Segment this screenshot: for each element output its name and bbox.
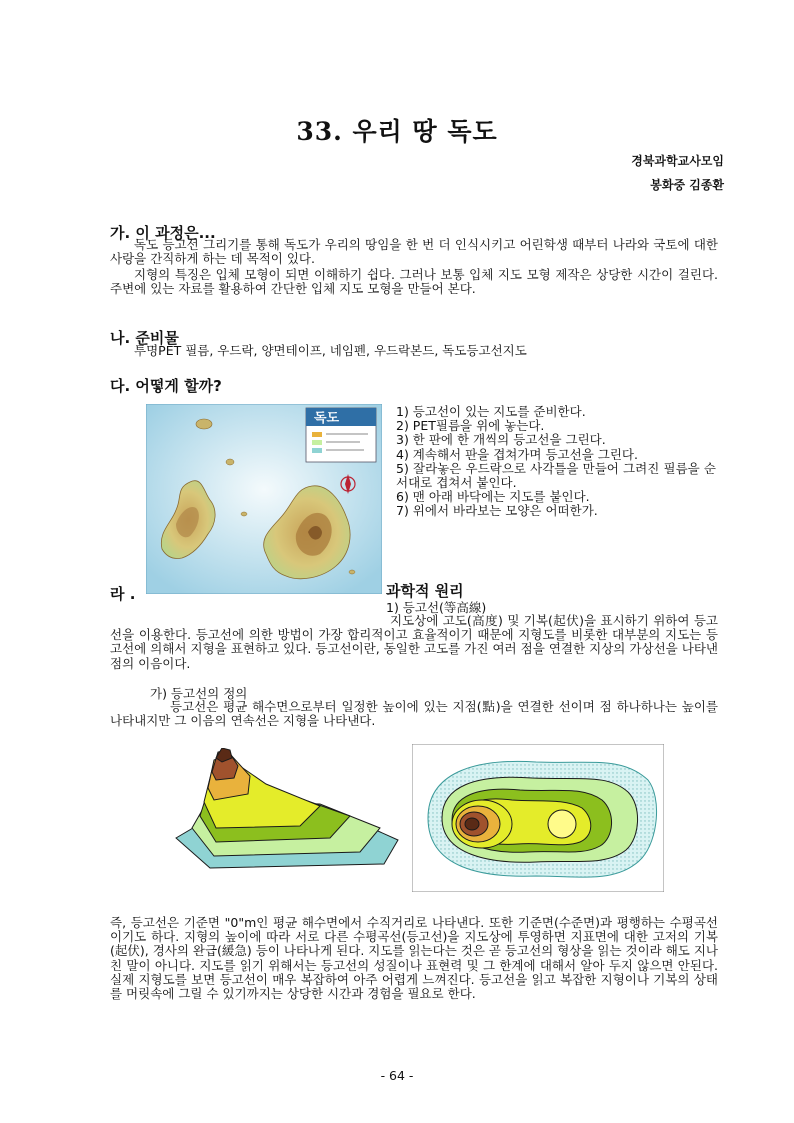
page-title: 33. 우리 땅 독도 [296,117,498,146]
step-7: 7) 위에서 바라보는 모양은 어떠한가. [396,503,598,519]
subheading-definition: 가) 등고선의 정의 [150,686,248,701]
materials-list: 투명PET 필름, 우드락, 양면테이프, 네임펜, 우드락본드, 독도등고선지도 [134,343,527,358]
author-name: 봉화중 김종환 [650,178,724,192]
page-number: - 64 - [380,1068,414,1083]
contour-paragraph: 지도상에 고도(高度) 및 기복(起伏)을 표시하기 위하여 등고선을 이용한다. 등고선에 의한 방법이 가장 합리적이고 효율적이기 때문에 지형도를 비롯한 대부분의 지도는 등고선에 의해서 지형을 표현하고 있다. 등고선이란, 동일한 고도를 가진 여러 점을 연결한 지상의 가상선을 나타낸 점의 이음이다. [110,613,718,671]
step-6: 6) 맨 아래 바닥에는 지도를 붙인다. [396,489,590,505]
step-1: 1) 등고선이 있는 지도를 준비한다. [396,404,586,419]
dokdo-map [146,404,382,594]
step-5: 5) 잘라놓은 우드락으로 사각틀을 만들어 그려진 필름을 순서대로 겹쳐서 붙인다. [396,460,716,491]
definition-paragraph: 등고선은 평균 해수면으로부터 일정한 높이에 있는 지점(點)을 연결한 선이며 점 하나하나는 높이를 나타내지만 그 이음의 연속선은 지형을 나타낸다. [110,699,718,729]
section-a-heading: 가. 이 과정은... [110,224,216,242]
section-d-heading: 과학적 원리 [386,582,464,600]
step-4: 4) 계속해서 판을 겹쳐가며 등고선을 그린다. [396,446,638,462]
subheading-contour: 1) 등고선(等高線) [386,600,487,615]
contour-map-diagram [412,744,664,892]
author-group: 경북과학교사모임 [631,154,724,168]
section-c-heading: 다. 어떻게 할까? [110,377,222,395]
hill-3d-diagram [170,748,402,870]
section-b-heading: 나. 준비물 [110,329,179,347]
map-title: 독도 [314,411,340,426]
section-d-prefix: 라 . [110,585,136,603]
section-a-paragraph-1: 독도 등고선 그리기를 통해 독도가 우리의 땅임을 한 번 더 인식시키고 어린학생 때부터 나라와 국토에 대한 사랑을 간직하게 하는 데 목적이 있다. [110,237,718,267]
step-3: 3) 한 판에 한 개씩의 등고선을 그린다. [396,432,606,448]
section-a-paragraph-2: 지형의 특징은 입체 모형이 되면 이해하기 쉽다. 그러나 보통 입체 지도 모형 제작은 상당한 시간이 걸린다. 주변에 있는 자료를 활용하여 간단한 입체 지도 모형을 만들어 본다. [110,267,718,297]
explanation-paragraph: 즉, 등고선은 기준면 "0"m인 평균 해수면에서 수직거리로 나타낸다. 또한 기준면(수준면)과 평행하는 수평곡선이기도 하다. 지형의 높이에 따라 서로 다른 수평곡선(등고선)을 지도상에 투영하면 지표면에 대한 고저의 기복(起伏), 경사의 완급(緩急) 등이 나타나게 된다. 지도를 읽는다는 것은 곧 등고선의 형상을 읽는 것이라 해도 지나친 말이 아니다. 지도를 읽기 위해서는 등고선의 성질이나 표현력 및 그 한계에 대해서 알아 두지 않으면 안된다. 실제 지형도를 보면 등고선이 매우 복잡하여 아주 어렵게 느껴진다. 등고선을 읽고 복잡한 지형이나 기복의 상태를 머릿속에 그릴 수 있기까지는 상당한 시간과 경험을 필요로 한다. [110,915,718,1002]
steps-list [396,405,716,519]
step-2: 2) PET필름을 위에 놓는다. [396,418,545,434]
